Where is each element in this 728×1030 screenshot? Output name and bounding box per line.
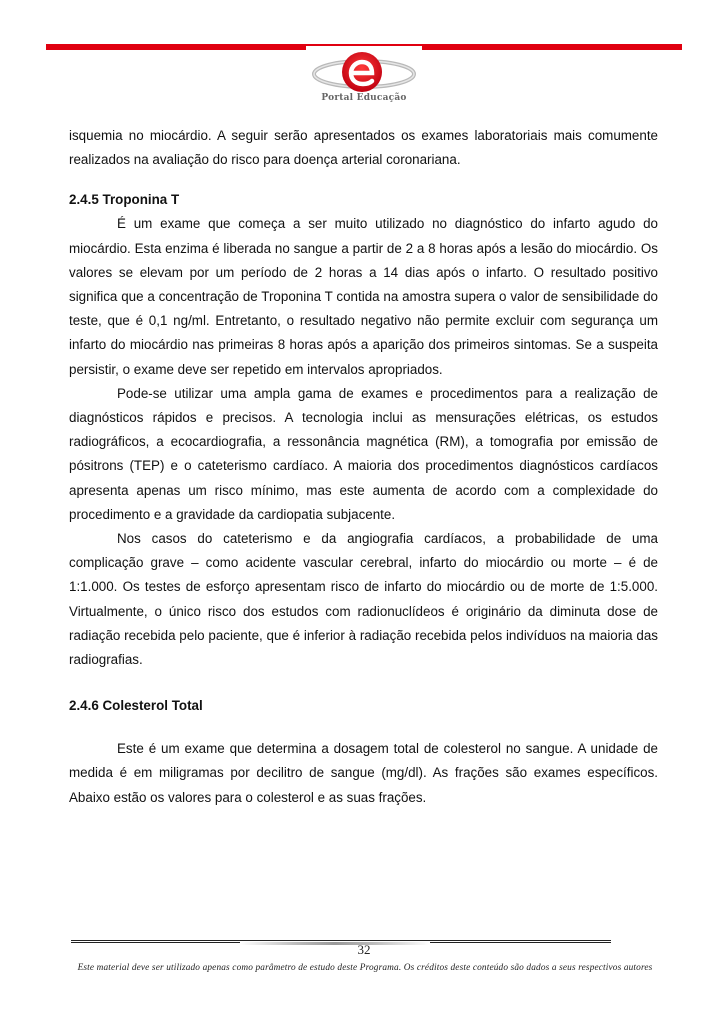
troponina-paragraph-1: É um exame que começa a ser muito utilizado no diagnóstico do infarto agudo do miocárdio. Esta enzima é liberada no sangue a partir de 2 a 8 horas após a lesão do miocárdio. Os valores se elevam por um período de 2 horas a 14 dias após o infarto. O resultado positivo significa que a concentração de Troponina T contida na amostra supera o valor de sensibilidade do teste, que é 0,1 ng/ml. Entretanto, o resultado negativo não permite excluir com segurança um infarto do miocárdio nas primeiras 8 horas após a aparição dos primeiros sintomas. Se a suspeita persistir, o exame deve ser repetido em intervalos apropriados. <box>69 216 658 377</box>
page-number: 32 <box>357 942 371 957</box>
section-heading-troponina: 2.4.5 Troponina T <box>69 192 180 208</box>
troponina-paragraph-3: Nos casos do cateterismo e da angiografia cardíacos, a probabilidade de uma complicação grave – como acidente vascular cerebral, infarto do miocárdio ou morte – é de 1:1.000. Os testes de esforço apresentam risco de infarto do miocárdio ou de morte de 1:5.000. Virtualmente, o único risco dos estudos com radionuclídeos é originário da diminuta dose de radiação recebida pelo paciente, que é inferior à radiação recebida pelos indivíduos na maioria das radiografias. <box>69 531 658 668</box>
main-content <box>69 124 658 810</box>
section-heading-colesterol: 2.4.6 Colesterol Total <box>69 698 203 714</box>
footer-rule-shadow <box>240 942 430 945</box>
portal-educacao-logo <box>306 46 422 108</box>
footer-note: Este material deve ser utilizado apenas como parâmetro de estudo deste Programa. Os créditos deste conteúdo são dados a seus respectivos autores <box>77 963 653 973</box>
logo-text: Portal Educação <box>321 93 407 103</box>
colesterol-paragraph-1: Este é um exame que determina a dosagem total de colesterol no sangue. A unidade de medida é em miligramas por decilitro de sangue (mg/dl). As frações são exames específicos. Abaixo estão os valores para o colesterol e as suas frações. <box>69 741 658 805</box>
troponina-paragraph-2: Pode-se utilizar uma ampla gama de exames e procedimentos para a realização de diagnósticos rápidos e precisos. A tecnologia inclui as mensurações elétricas, os estudos radiográficos, a ecocardiografia, a ressonância magnética (RM), a tomografia por emissão de pósitrons (TEP) e o cateterismo cardíaco. A maioria dos procedimentos diagnósticos cardíacos apresenta apenas um risco mínimo, mas este aumenta de acordo com a complexidade do procedimento e a gravidade da cardiopatia subjacente. <box>69 385 658 522</box>
intro-paragraph: isquemia no miocárdio. A seguir serão apresentados os exames laboratoriais mais comumente realizados na avaliação do risco para doença arterial coronariana. <box>69 128 658 168</box>
